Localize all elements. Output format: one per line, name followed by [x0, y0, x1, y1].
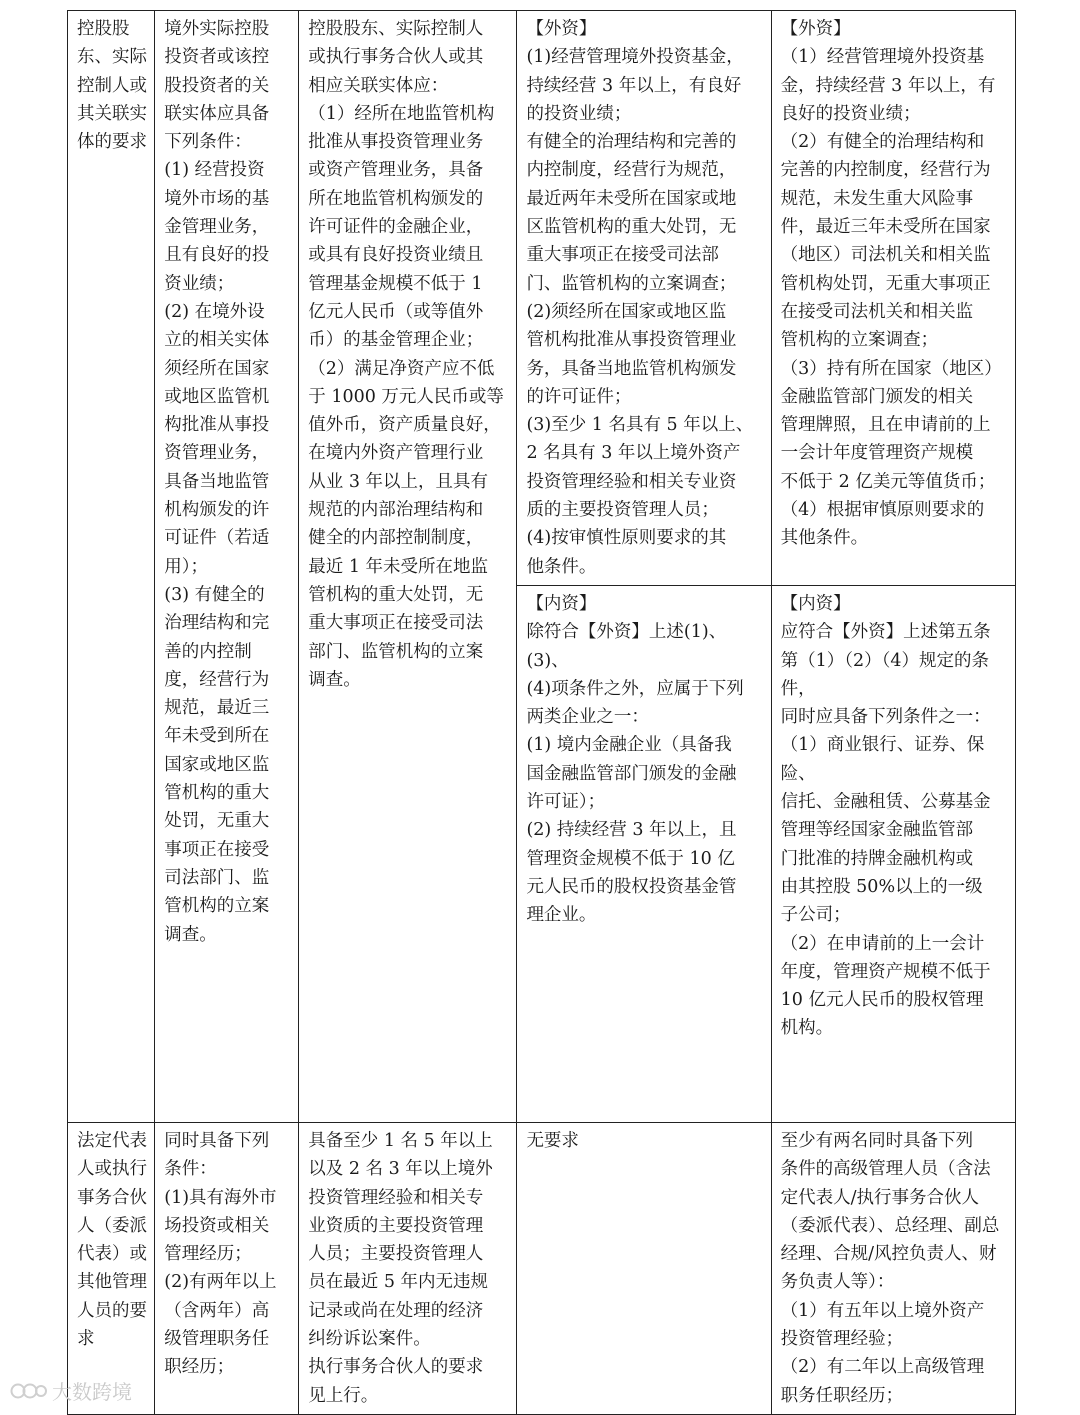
text-line: （1）有五年以上境外资产 — [780, 1300, 985, 1321]
cell-text — [526, 590, 763, 930]
text-line: 件，最近三年未受所在国家 — [780, 217, 991, 238]
text-line: （3）持有所在国家（地区） — [780, 358, 1002, 379]
text-line: 信托、金融租赁、公募基金 — [780, 792, 991, 813]
row-header-cell — [68, 11, 155, 1123]
text-line: 以及 2 名 3 年以上境外 — [308, 1159, 493, 1180]
text-line: (4)项条件之外，应属于下列 — [526, 678, 744, 699]
text-line: 于 1000 万元人民币或等 — [308, 386, 504, 407]
text-line: 联实体应具备 — [164, 103, 270, 124]
table-row — [68, 1122, 1016, 1414]
text-line: 机构。 — [780, 1018, 834, 1039]
text-line: 下列条件： — [164, 132, 252, 153]
text-line: 同时应具备下列条件之一： — [780, 707, 991, 728]
text-line: 业资质的主要投资管理 — [308, 1215, 484, 1236]
text-line: 人或执行 — [77, 1159, 147, 1180]
text-line: 门批准的持牌金融机构或 — [780, 848, 974, 869]
text-line: 完善的内控制度，经营行为 — [780, 160, 991, 181]
table-cell — [155, 1122, 299, 1414]
cell-text — [526, 15, 763, 581]
text-line: （4）根据审慎原则要求的 — [780, 500, 985, 521]
text-line: 规范，最近三 — [164, 698, 270, 719]
table-cell — [155, 11, 299, 1123]
text-line: 管理等经国家金融监管部 — [780, 820, 974, 841]
table-cell-foreign — [771, 11, 1015, 586]
text-line: 【外资】 — [780, 19, 851, 39]
text-line: 重大事项正在接受司法 — [308, 613, 484, 634]
text-line: 管理资金规模不低于 10 亿 — [526, 848, 735, 869]
text-line: （1）经所在地监管机构 — [308, 103, 495, 124]
text-line: 内控制度，经营行为规范， — [526, 160, 737, 181]
text-line: 【内资】 — [780, 593, 851, 614]
text-line: 年未受到所在 — [164, 726, 270, 747]
text-line: 投资管理经验和相关专业资 — [526, 471, 737, 492]
text-line: 纠纷诉讼案件。 — [308, 1329, 431, 1350]
text-line: 事务合伙 — [77, 1187, 147, 1208]
text-line: 有健全的治理结构和完善的 — [526, 132, 737, 153]
text-line: 除符合【外资】上述(1)、(3)、 — [526, 622, 727, 671]
text-line: 事项正在接受 — [164, 839, 270, 860]
text-line: （2）有健全的治理结构和 — [780, 132, 985, 153]
text-line: 无要求 — [526, 1130, 579, 1151]
text-line: 记录或尚在处理的经济 — [308, 1300, 484, 1321]
text-line: (3) 有健全的 — [164, 584, 265, 605]
text-line: 资业绩； — [164, 273, 235, 294]
text-line: 场投资或相关 — [164, 1215, 270, 1236]
text-line: (2) 持续经营 3 年以上，且 — [526, 820, 737, 841]
text-line: 的投资业绩； — [526, 103, 632, 124]
text-line: 最近两年未受所在国家或地 — [526, 188, 737, 209]
text-line: （1）商业银行、证券、保险、 — [780, 735, 985, 784]
text-line: 一会计年度管理资产规模 — [780, 443, 974, 464]
text-line: 许可证）； — [526, 792, 606, 813]
text-line: （委派代表）、总经理、副总 — [780, 1215, 1000, 1236]
text-line: 国金融监管部门颁发的金融 — [526, 763, 737, 784]
text-line: 管机构处罚，无重大事项正 — [780, 273, 991, 294]
text-line: 10 亿元人民币的股权管理 — [780, 990, 984, 1011]
cell-text — [164, 1127, 291, 1382]
text-line: 体的要求 — [77, 132, 147, 153]
text-line: 管理基金规模不低于 1 — [308, 273, 483, 294]
text-line: 规范的内部治理结构和 — [308, 500, 484, 521]
text-line: 构批准从事投 — [164, 415, 270, 436]
text-line: 用）； — [164, 556, 209, 577]
text-line: 同时具备下列 — [164, 1130, 270, 1151]
text-line: 区监管机构的重大处罚，无 — [526, 217, 737, 238]
text-line: 理企业。 — [526, 905, 597, 926]
text-line: 亿元人民币（或等值外 — [308, 301, 484, 322]
text-line: 其他条件。 — [780, 528, 869, 549]
text-line: 质的主要投资管理人员； — [526, 500, 719, 521]
text-line: 控股股东、实际控制人 — [308, 19, 484, 39]
text-line: （1）经营管理境外投资基 — [780, 47, 985, 68]
text-line: 投资管理经验和相关专 — [308, 1187, 484, 1208]
text-line: 度，经营行为 — [164, 669, 270, 690]
text-line: 从业 3 年以上，且具有 — [308, 471, 489, 492]
table-cell-domestic — [771, 585, 1015, 1122]
text-line: 年度，管理资产规模不低于 — [780, 961, 991, 982]
text-line: 持续经营 3 年以上，有良好 — [526, 75, 742, 96]
cell-text — [77, 1127, 147, 1353]
text-line: 处罚，无重大 — [164, 811, 270, 832]
text-line: 相应关联实体应： — [308, 75, 449, 96]
text-line: 定代表人/执行事务合伙人 — [780, 1187, 980, 1208]
text-line: 由其控股 50%以上的一级 — [780, 876, 983, 897]
text-line: 股投资者的关 — [164, 75, 270, 96]
text-line: 善的内控制 — [164, 641, 252, 662]
text-line: 境外实际控股 — [164, 19, 270, 39]
requirements-table — [67, 10, 1016, 1415]
text-line: 子公司； — [780, 905, 851, 926]
text-line: 【外资】 — [526, 19, 597, 39]
text-line: 代表）或 — [77, 1244, 147, 1265]
text-line: 具备至少 1 名 5 年以上 — [308, 1130, 493, 1151]
text-line: 他条件。 — [526, 556, 597, 577]
text-line: 管机构的重大 — [164, 783, 270, 804]
text-line: (1) 境内金融企业（具备我 — [526, 735, 732, 756]
watermark-text: 大数跨境 — [52, 1380, 132, 1404]
text-line: 条件： — [164, 1159, 217, 1180]
text-line: 币）的基金管理企业； — [308, 330, 484, 351]
text-line: 法定代表 — [77, 1130, 147, 1151]
text-line: 规范，未发生重大风险事 — [780, 188, 974, 209]
text-line: 批准从事投资管理业务 — [308, 132, 484, 153]
text-line: 境外市场的基 — [164, 188, 270, 209]
text-line: 在境内外资产管理行业 — [308, 443, 484, 464]
text-line: （含两年）高 — [164, 1300, 270, 1321]
text-line: 元人民币的股权投资基金管 — [526, 876, 737, 897]
text-line: （地区）司法机关和相关监 — [780, 245, 991, 266]
text-line: 门、监管机构的立案调查； — [526, 273, 737, 294]
text-line: 控股股 — [77, 19, 130, 39]
text-line: 第（1）（2）（4）规定的条件， — [780, 650, 990, 699]
text-line: 值外币，资产质量良好， — [308, 415, 501, 436]
text-line: 具备当地监管 — [164, 471, 270, 492]
text-line: 所在地监管机构颁发的 — [308, 188, 484, 209]
text-line: 两类企业之一： — [526, 707, 649, 728]
text-line: 许可证件的金融企业， — [308, 217, 484, 238]
text-line: 其关联实 — [77, 103, 147, 124]
text-line: 至少有两名同时具备下列 — [780, 1130, 974, 1151]
cell-text — [781, 15, 1008, 553]
text-line: 见上行。 — [308, 1385, 379, 1406]
text-line: （2）满足净资产应不低 — [308, 358, 495, 379]
text-line: 健全的内部控制制度， — [308, 528, 484, 549]
table-cell — [299, 1122, 517, 1414]
row-header-cell — [68, 1122, 155, 1414]
text-line: 国家或地区监 — [164, 754, 270, 775]
text-line: (3)至少 1 名具有 5 年以上、 — [526, 415, 754, 436]
text-line: 求 — [77, 1329, 95, 1350]
text-line: (1) 经营投资 — [164, 160, 265, 181]
text-line: 管机构的立案调查； — [780, 330, 939, 351]
text-line: （2）在申请前的上一会计 — [780, 933, 985, 954]
text-line: 不低于 2 亿美元等值货币； — [780, 471, 996, 492]
text-line: 立的相关实体 — [164, 330, 270, 351]
text-line: 【内资】 — [526, 593, 597, 614]
text-line: (2)须经所在国家或地区监 — [526, 301, 727, 322]
text-line: 且有良好的投 — [164, 245, 270, 266]
text-line: 其他管理 — [77, 1272, 147, 1293]
text-line: 人员；主要投资管理人 — [308, 1244, 484, 1265]
text-line: 职务任职经历； — [780, 1385, 904, 1406]
text-line: 管理经历； — [164, 1244, 252, 1265]
text-line: 在接受司法机关和相关监 — [780, 301, 974, 322]
text-line: 控制人或 — [77, 75, 147, 96]
text-line: 可证件（若适 — [164, 528, 270, 549]
cell-text — [781, 590, 1008, 1043]
cell-text — [164, 15, 291, 949]
text-line: 管机构的重大处罚，无 — [308, 584, 484, 605]
text-line: 或具有良好投资业绩且 — [308, 245, 484, 266]
text-line: 投资管理经验； — [780, 1329, 904, 1350]
text-line: 员在最近 5 年内无违规 — [308, 1272, 489, 1293]
text-line: 条件的高级管理人员（含法 — [780, 1159, 991, 1180]
watermark — [10, 1376, 132, 1405]
text-line: 职经历； — [164, 1357, 235, 1378]
text-line: 人员的要 — [77, 1300, 147, 1321]
text-line: 务，具备当地监管机构颁发 — [526, 358, 737, 379]
cell-text — [526, 1127, 763, 1155]
text-line: 调查。 — [164, 924, 217, 945]
text-line: 管机构批准从事投资管理业 — [526, 330, 737, 351]
text-line: (2)有两年以上 — [164, 1272, 277, 1293]
cell-text — [308, 15, 509, 694]
text-line: 最近 1 年未受所在地监 — [308, 556, 489, 577]
cell-text — [77, 15, 147, 156]
text-line: 良好的投资业绩； — [780, 103, 921, 124]
text-line: 东、实际 — [77, 47, 147, 68]
text-line: 重大事项正在接受司法部 — [526, 245, 719, 266]
table-cell — [771, 1122, 1015, 1414]
text-line: 金，持续经营 3 年以上，有 — [780, 75, 996, 96]
text-line: 管机构的立案 — [164, 896, 270, 917]
table-cell — [299, 11, 517, 1123]
text-line: 或地区监管机 — [164, 386, 270, 407]
text-line: 应符合【外资】上述第五条 — [780, 622, 991, 643]
text-line: 人（委派 — [77, 1215, 147, 1236]
table-cell — [517, 1122, 771, 1414]
cell-text — [781, 1127, 1008, 1410]
text-line: （2）有二年以上高级管理 — [780, 1357, 985, 1378]
text-line: 司法部门、监 — [164, 867, 270, 888]
text-line: 务负责人等）： — [780, 1272, 895, 1293]
table-cell-domestic — [517, 585, 771, 1122]
text-line: (1)经营管理境外投资基金， — [526, 47, 744, 68]
text-line: 执行事务合伙人的要求 — [308, 1357, 484, 1378]
text-line: 金融监管部门颁发的相关 — [780, 386, 974, 407]
text-line: 的许可证件； — [526, 386, 632, 407]
text-line: 调查。 — [308, 669, 361, 690]
table-cell-foreign — [517, 11, 771, 586]
text-line: (2) 在境外设 — [164, 301, 265, 322]
text-line: 部门、监管机构的立案 — [308, 641, 484, 662]
text-line: 或资产管理业务，具备 — [308, 160, 484, 181]
text-line: 经理、合规/风控负责人、财 — [780, 1244, 997, 1265]
text-line: (1)具有海外市 — [164, 1187, 277, 1208]
text-line: 治理结构和完 — [164, 613, 270, 634]
text-line: 级管理职务任 — [164, 1329, 270, 1350]
table-row — [68, 11, 1016, 586]
text-line: 资管理业务， — [164, 443, 270, 464]
text-line: 金管理业务， — [164, 217, 270, 238]
text-line: 须经所在国家 — [164, 358, 270, 379]
text-line: (4)按审慎性原则要求的其 — [526, 528, 727, 549]
cell-text — [308, 1127, 509, 1410]
watermark-logo-icon — [10, 1380, 48, 1402]
text-line: 或执行事务合伙人或其 — [308, 47, 484, 68]
text-line: 投资者或该控 — [164, 47, 270, 68]
text-line: 管理牌照，且在申请前的上 — [780, 415, 991, 436]
text-line: 2 名具有 3 年以上境外资产 — [526, 443, 741, 464]
text-line: 机构颁发的许 — [164, 500, 270, 521]
